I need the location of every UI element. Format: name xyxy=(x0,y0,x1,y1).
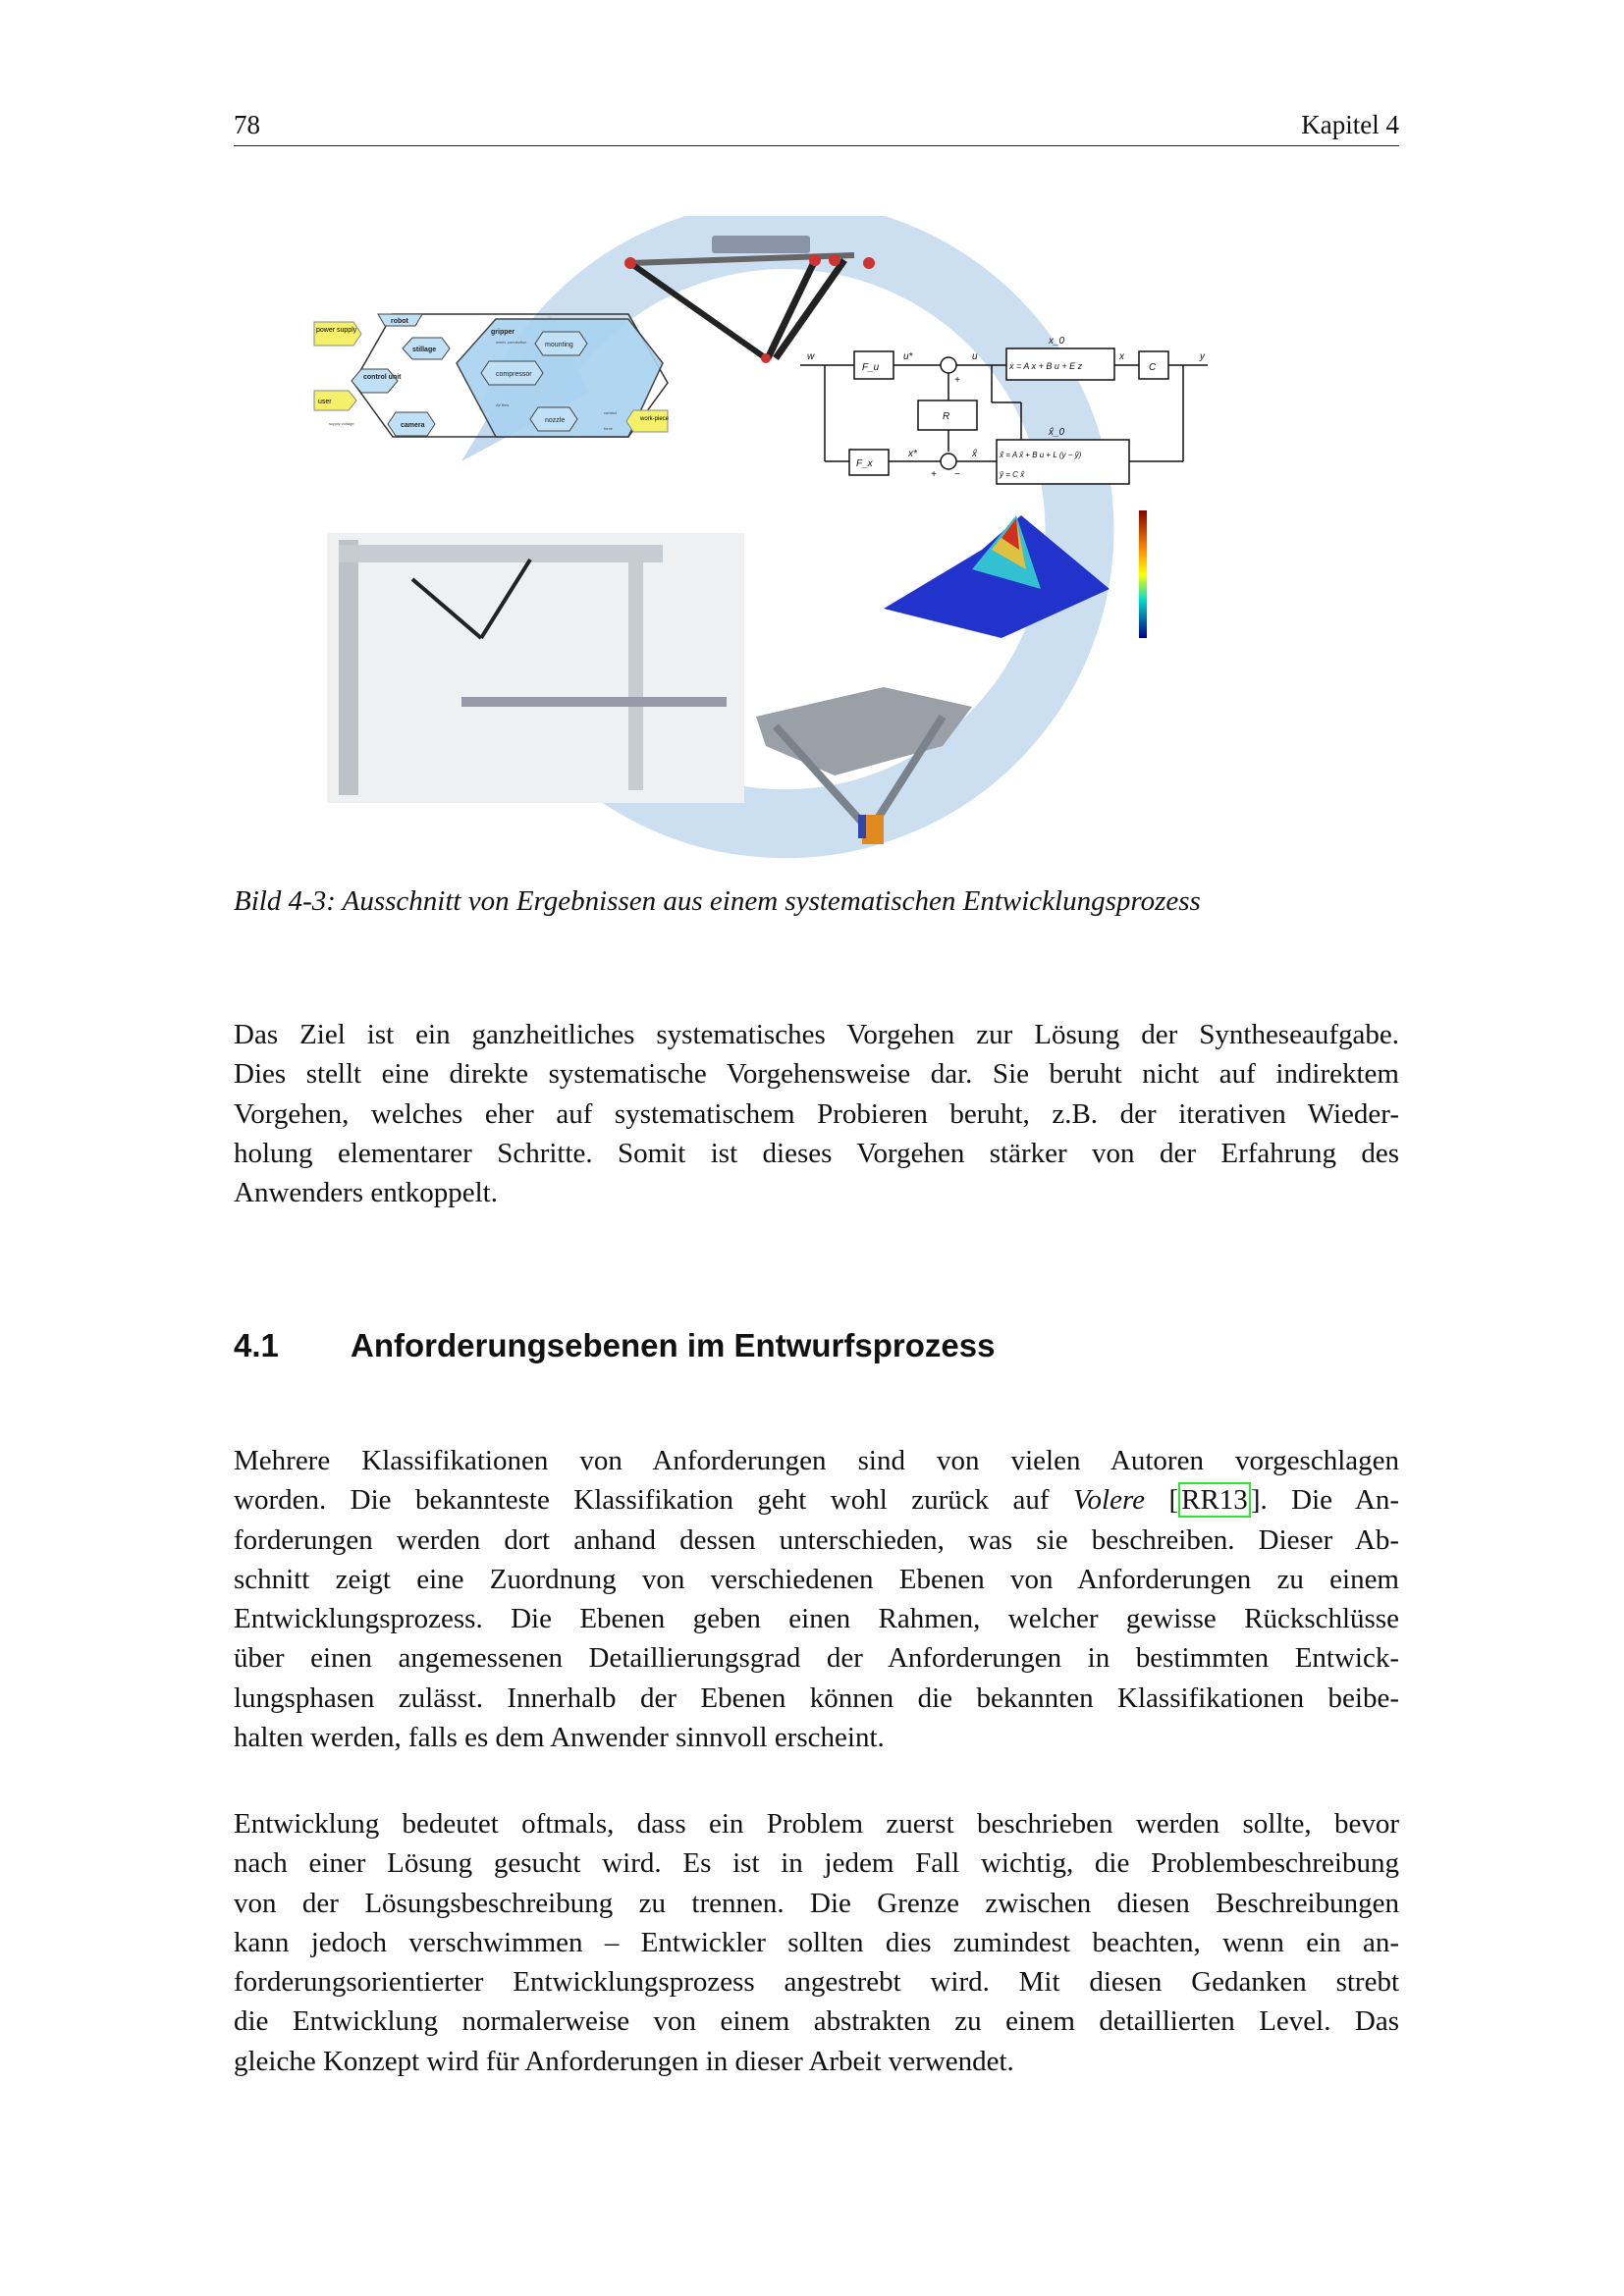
svg-text:+: + xyxy=(931,469,937,480)
text-line: Mehrere Klassifikationen von Anforderungen sind von vielen Autoren vorgeschlagen xyxy=(234,1445,1399,1476)
text-line: schnitt zeigt eine Zuordnung von verschiedenen Ebenen von Anforderungen zu einem xyxy=(234,1563,1399,1595)
svg-text:F_u: F_u xyxy=(862,362,880,373)
page-number: 78 xyxy=(234,110,260,139)
text-line: lungsphasen zulässt. Innerhalb der Ebenen können die bekannten Klassifikationen beibe- xyxy=(234,1682,1399,1714)
text-span: . Die An- xyxy=(1260,1484,1399,1517)
svg-text:contact: contact xyxy=(604,410,617,415)
text-line: Entwicklung bedeutet oftmals, dass ein Problem zuerst beschrieben werden sollte, bevor xyxy=(234,1808,1399,1840)
svg-text:−: − xyxy=(954,469,960,480)
text-span: worden. Die bekannteste Klassifikation geht wohl zurück auf xyxy=(234,1484,1074,1517)
svg-text:+: + xyxy=(954,375,960,386)
svg-text:x: x xyxy=(1119,351,1124,362)
svg-text:ẋ = A x + B u + E z: ẋ = A x + B u + E z xyxy=(1009,361,1083,371)
paragraph-classification xyxy=(234,1441,1399,1757)
svg-text:Air flow: Air flow xyxy=(496,402,510,407)
svg-text:y: y xyxy=(1200,351,1205,362)
text-line: nach einer Lösung gesucht wird. Es ist in jedem Fall wichtig, die Problembeschreibung xyxy=(234,1847,1399,1880)
text-line: die Entwicklung normalerweise von einem abstrakten zu einem detaillierten Level. Das xyxy=(234,2005,1399,2038)
svg-text:x̂: x̂ xyxy=(972,449,977,459)
test-rig-photo xyxy=(327,533,744,803)
svg-text:work-piece: work-piece xyxy=(640,416,670,422)
text-line: über einen angemessenen Detaillierungsgrad der Anforderungen in bestimmten Entwick- xyxy=(234,1642,1399,1675)
svg-text:supply voltage: supply voltage xyxy=(329,421,354,426)
section-number: 4.1 xyxy=(234,1327,279,1363)
svg-text:power supply: power supply xyxy=(316,327,357,334)
svg-text:camera: camera xyxy=(401,422,425,429)
text-line: gleiche Konzept wird für Anforderungen in dieser Arbeit verwendet. xyxy=(234,2045,1014,2077)
svg-text:u*: u* xyxy=(903,351,913,362)
svg-text:C: C xyxy=(1149,362,1157,373)
svg-text:x̂_0: x̂_0 xyxy=(1049,427,1065,438)
svg-text:compressor: compressor xyxy=(496,371,532,378)
svg-text:stillage: stillage xyxy=(412,347,437,353)
svg-text:x_0: x_0 xyxy=(1049,336,1065,347)
caption-text: : Ausschnitt von Ergebnissen aus einem systematischen Entwicklungsprozess xyxy=(326,885,1201,917)
text-line: Vorgehen, welches eher auf systematischem Probieren beruht, z.B. der iterativen Wieder- xyxy=(234,1097,1399,1130)
chapter-label: Kapitel 4 xyxy=(1301,110,1399,139)
svg-text:force: force xyxy=(604,426,613,431)
text-line: von der Lösungsbeschreibung zu trennen. Die Grenze zwischen diesen Beschreibungen xyxy=(234,1887,1399,1919)
section-title: Anforderungsebenen im Entwurfsprozess xyxy=(351,1327,996,1363)
text-line: forderungen werden dort anhand dessen unterschieden, was sie beschreiben. Dieser Ab- xyxy=(234,1523,1399,1556)
paragraph-intro xyxy=(234,1015,1399,1212)
svg-text:user: user xyxy=(318,399,332,405)
volere-term: Volere xyxy=(1073,1484,1146,1517)
figure-caption xyxy=(234,885,1201,918)
text-line: worden. Die bekannteste Klassifikation geht wohl zurück auf Volere [ RR13 ]. Die An- xyxy=(234,1484,1399,1517)
svg-text:mech. connection: mech. connection xyxy=(496,340,527,345)
text-line: halten werden, falls es dem Anwender sinnvoll erscheint. xyxy=(234,1722,885,1754)
figure-development-process xyxy=(295,216,1276,864)
svg-text:nozzle: nozzle xyxy=(545,417,566,424)
svg-text:control unit: control unit xyxy=(363,374,402,381)
text-line: Anwenders entkoppelt. xyxy=(234,1177,498,1209)
svg-text:w: w xyxy=(807,351,815,362)
svg-text:mounting: mounting xyxy=(545,342,573,348)
svg-text:F_x: F_x xyxy=(856,458,873,469)
running-header xyxy=(234,108,1399,146)
svg-text:ŷ = C x̂: ŷ = C x̂ xyxy=(1000,470,1025,479)
system-block-diagram xyxy=(314,314,670,437)
svg-text:robot: robot xyxy=(391,318,408,325)
svg-text:x*: x* xyxy=(908,449,917,459)
svg-text:gripper: gripper xyxy=(491,329,515,336)
svg-text:R: R xyxy=(943,411,950,422)
text-line: Das Ziel ist ein ganzheitliches systematisches Vorgehen zur Lösung der Syntheseaufgabe. xyxy=(234,1019,1399,1050)
text-line: Entwicklungsprozess. Die Ebenen geben einen Rahmen, welcher gewisse Rückschlüsse xyxy=(234,1603,1399,1635)
text-line: forderungsorientierter Entwicklungsprozess angestrebt wird. Mit diesen Gedanken strebt xyxy=(234,1966,1399,1999)
text-line: holung elementarer Schritte. Somit ist dieses Vorgehen stärker von der Erfahrung des xyxy=(234,1137,1399,1169)
citation-link[interactable]: RR13 xyxy=(1178,1482,1251,1518)
paragraph-development xyxy=(234,1804,1399,2081)
text-line: Dies stellt eine direkte systematische Vorgehensweise dar. Sie beruht nicht auf indirektem xyxy=(234,1058,1399,1091)
svg-text:u: u xyxy=(972,351,978,362)
text-line: kann jedoch verschwimmen – Entwickler sollten dies zumindest beachten, wenn ein an- xyxy=(234,1926,1399,1958)
figure-label: Bild 4-3 xyxy=(234,885,327,917)
svg-text:x̂̇ = A x̂ + B u + L (y − ŷ): x̂̇ = A x̂ + B u + L (y − ŷ) xyxy=(1000,451,1082,459)
